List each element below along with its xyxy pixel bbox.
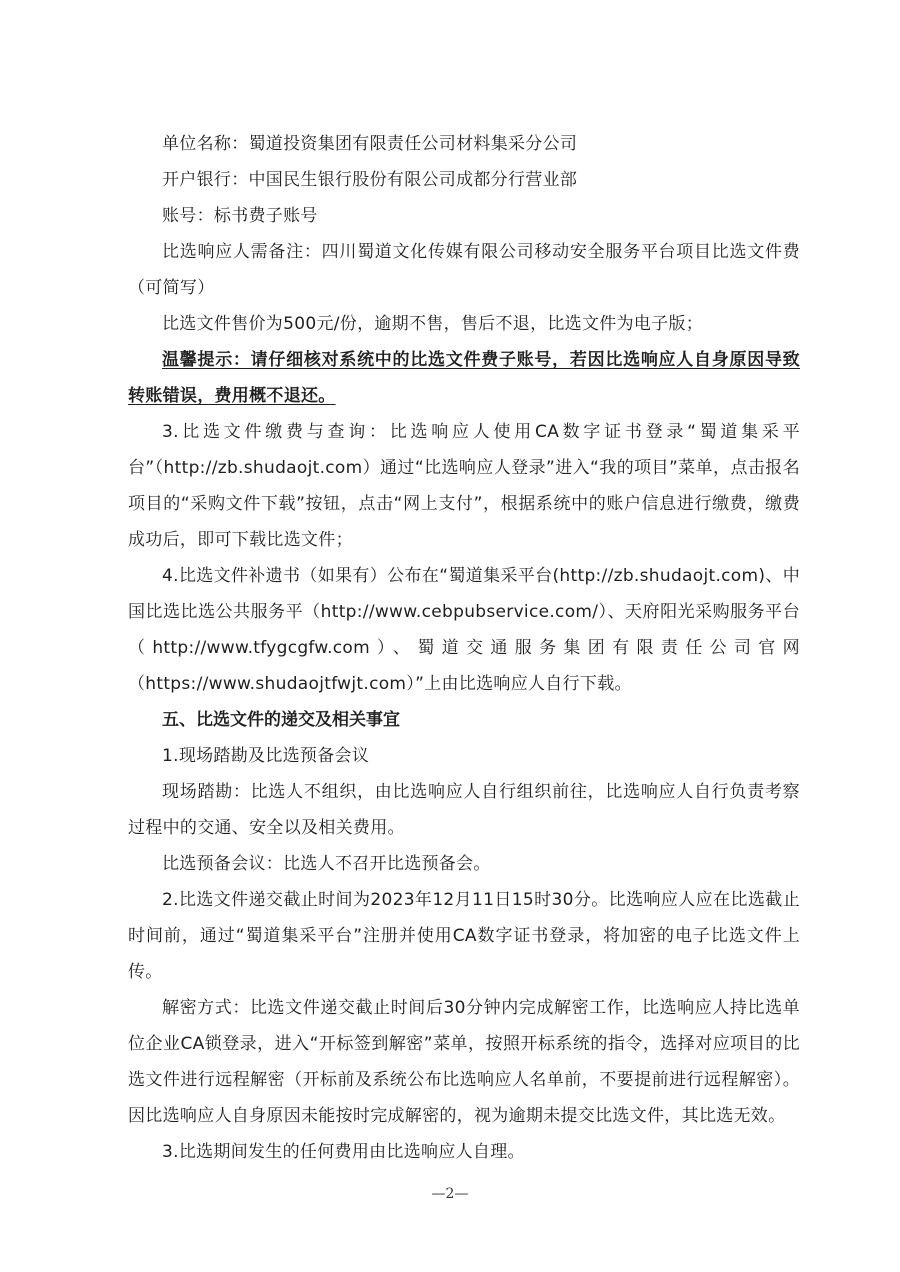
fees-paragraph: 3.比选期间发生的任何费用由比选响应人自理。 bbox=[162, 1142, 525, 1162]
pre-meeting-paragraph: 比选预备会议：比选人不召开比选预备会。 bbox=[162, 854, 491, 874]
deadline-paragraph: 2.比选文件递交截止时间为2023年12月11日15时30分。比选响应人应在比选截止时间前，通过“蜀道集采平台”注册并使用CA数字证书登录，将加密的电子比选文件上传。 bbox=[128, 890, 800, 982]
bank-line: 开户银行：中国民生银行股份有限公司成都分行营业部 bbox=[162, 170, 578, 190]
unit-name-line: 单位名称：蜀道投资集团有限责任公司材料集采分公司 bbox=[162, 134, 578, 154]
site-visit-paragraph: 现场踏勘：比选人不组织，由比选响应人自行组织前往，比选响应人自行负责考察过程中的交通、安全以及相关费用。 bbox=[128, 782, 800, 838]
payment-paragraph: 3.比选文件缴费与查询：比选响应人使用CA数字证书登录“蜀道集采平台”（http://zb.shudaojt.com）通过“比选响应人登录”进入“我的项目”菜单，点击报名项目的“采购文件下载”按钮，点击“网上支付”，根据系统中的账户信息进行缴费，缴费成功后，即可下载比选文件； bbox=[128, 422, 800, 550]
account-line: 账号：标书费子账号 bbox=[162, 206, 318, 226]
addendum-paragraph: 4.比选文件补遗书（如果有）公布在“蜀道集采平台(http://zb.shudaojt.com)、中国比选比选公共服务平（http://www.cebpubservice.com/）、天府阳光采购服务平台（http://www.tfygcgfw.com）、蜀道交通服务集团有限责任公司官网（https://www.shudaojtfwjt.com）”上由比选响应人自行下载。 bbox=[128, 566, 800, 694]
page-number: —2— bbox=[431, 1186, 469, 1202]
site-visit-title: 1.现场踏勘及比选预备会议 bbox=[162, 746, 370, 766]
decrypt-paragraph: 解密方式：比选文件递交截止时间后30分钟内完成解密工作，比选响应人持比选单位企业CA锁登录，进入“开标签到解密”菜单，按照开标系统的指令，选择对应项目的比选文件进行远程解密（开标前及系统公布比选响应人名单前，不要提前进行远程解密）。因比选响应人自身原因未能按时完成解密的，视为逾期未提交比选文件，其比选无效。 bbox=[128, 998, 800, 1126]
remark-paragraph: 比选响应人需备注：四川蜀道文化传媒有限公司移动安全服务平台项目比选文件费（可简写） bbox=[128, 242, 800, 298]
warning-paragraph: 温馨提示：请仔细核对系统中的比选文件费子账号，若因比选响应人自身原因导致转账错误，费用概不退还。 bbox=[128, 350, 800, 406]
price-paragraph: 比选文件售价为500元/份，逾期不售，售后不退，比选文件为电子版； bbox=[162, 314, 704, 334]
section-heading: 五、比选文件的递交及相关事宜 bbox=[162, 710, 400, 730]
document-body bbox=[128, 126, 800, 1170]
